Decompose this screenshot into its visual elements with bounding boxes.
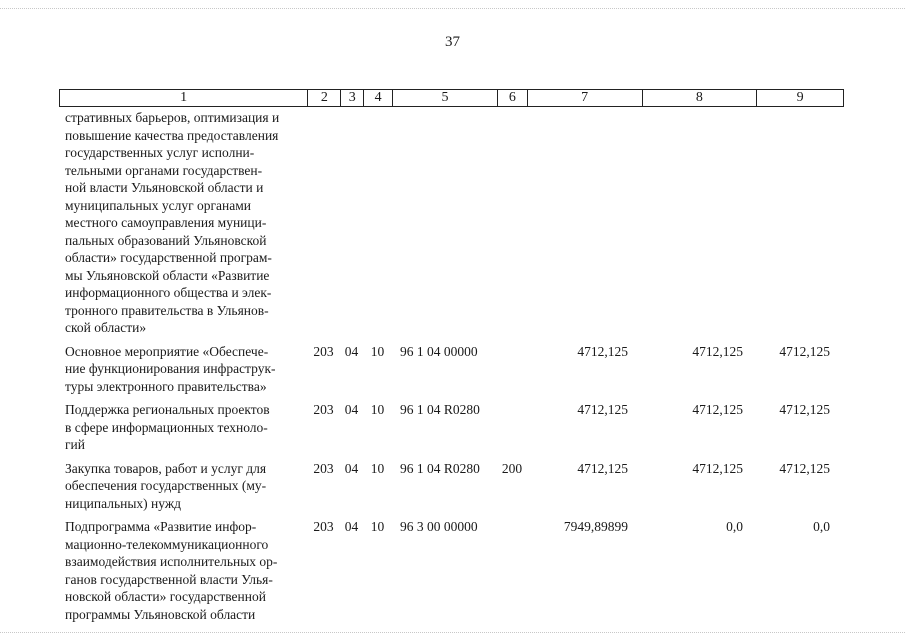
header-col-2: 2	[307, 90, 340, 106]
header-col-8: 8	[642, 90, 757, 106]
cell-col-5: 96 1 04 00000	[400, 343, 478, 359]
header-col-4: 4	[363, 90, 392, 106]
cell-col-3: 04	[344, 519, 359, 534]
description-line: Закупка товаров, работ и услуг для	[65, 460, 267, 476]
table-row	[59, 518, 844, 623]
header-col-5: 5	[392, 90, 497, 106]
row-description	[59, 401, 307, 454]
cell-col-7: 4712,125	[577, 343, 628, 359]
header-col-7: 7	[527, 90, 642, 106]
cell-col-7	[527, 109, 642, 337]
cell-col-8: 4712,125	[692, 460, 743, 476]
table-row	[59, 401, 844, 454]
cell-col-2: 203	[313, 519, 334, 534]
cell-col-6	[497, 401, 527, 454]
description-line: ганов государственной власти Улья-	[65, 571, 273, 587]
cell-col-6	[497, 518, 527, 623]
description-line: программы Ульяновской области	[65, 606, 256, 622]
cell-col-3: 04	[344, 343, 359, 359]
description-line: ние функционирования инфраструк-	[65, 361, 276, 376]
header-col-1: 1	[180, 90, 188, 105]
description-line: тронного правительства в Ульянов-	[65, 302, 269, 318]
cell-col-6: 200	[501, 460, 523, 476]
table-row	[59, 460, 844, 513]
description-line: информационного общества и элек-	[65, 285, 272, 300]
description-line: новской области» государственной	[65, 589, 266, 604]
header-col-6: 6	[497, 90, 527, 106]
cell-col-3: 04	[344, 402, 359, 417]
bottom-scan-artifact	[0, 632, 905, 634]
description-line: муниципальных услуг органами	[65, 197, 251, 213]
cell-col-8: 0,0	[726, 519, 743, 534]
cell-col-9: 4712,125	[779, 402, 830, 417]
description-line: ной власти Ульяновской области и	[65, 180, 264, 195]
row-description	[59, 460, 307, 513]
row-description	[59, 518, 307, 623]
description-line: тельными органами государствен-	[65, 162, 263, 178]
cell-col-2: 203	[313, 460, 334, 476]
description-line: ской области»	[65, 320, 147, 335]
description-line: в сфере информационных техноло-	[65, 419, 268, 435]
cell-col-4: 10	[370, 519, 385, 534]
row-description	[59, 109, 307, 337]
description-line: ниципальных) нужд	[65, 495, 182, 511]
cell-col-2	[307, 109, 340, 337]
description-line: государственных услуг исполни-	[65, 145, 255, 160]
description-line: мы Ульяновской области «Развитие	[65, 267, 270, 283]
description-line: местного самоуправления муници-	[65, 215, 267, 230]
cell-col-7: 7949,89899	[563, 519, 628, 534]
header-col-9: 9	[756, 90, 843, 106]
page-number: 37	[445, 34, 460, 50]
cell-col-9: 0,0	[813, 519, 830, 534]
cell-col-9: 4712,125	[779, 343, 830, 359]
cell-col-6	[497, 109, 527, 337]
cell-col-4	[363, 109, 392, 337]
cell-col-2: 203	[313, 343, 334, 359]
description-line: взаимодействия исполнительных ор-	[65, 554, 278, 569]
table-row	[59, 343, 844, 396]
cell-col-8: 4712,125	[692, 343, 743, 359]
cell-col-7: 4712,125	[577, 402, 628, 417]
cell-col-4: 10	[370, 343, 385, 359]
row-description	[59, 343, 307, 396]
cell-col-5: 96 1 04 R0280	[400, 460, 480, 476]
description-line: гий	[65, 437, 85, 452]
description-line: Подпрограмма «Развитие инфор-	[65, 519, 257, 534]
cell-col-7: 4712,125	[577, 460, 628, 476]
cell-col-5: 96 1 04 R0280	[400, 402, 480, 417]
cell-col-6	[497, 343, 527, 396]
description-line: Основное мероприятие «Обеспече-	[65, 343, 269, 359]
cell-col-5: 96 3 00 00000	[400, 519, 478, 534]
cell-col-9: 4712,125	[779, 460, 830, 476]
description-line: повышение качества предоставления	[65, 127, 279, 143]
description-line: мационно-телекоммуникационного	[65, 536, 269, 552]
table-body	[59, 109, 844, 623]
header-col-3: 3	[340, 90, 363, 106]
cell-col-2: 203	[313, 402, 334, 417]
cell-col-4: 10	[370, 402, 385, 417]
cell-col-8: 4712,125	[692, 402, 743, 417]
top-scan-artifact	[0, 8, 905, 10]
cell-col-5	[392, 109, 497, 337]
budget-table	[59, 89, 844, 623]
table-header-row	[59, 89, 844, 107]
description-line: обеспечения государственных (му-	[65, 478, 267, 493]
cell-col-9	[757, 109, 844, 337]
description-line: стративных барьеров, оптимизация и	[65, 110, 280, 125]
description-line: пальных образований Ульяновской	[65, 232, 267, 248]
description-line: области» государственной програм-	[65, 250, 272, 265]
description-line: туры электронного правительства»	[65, 378, 267, 394]
table-row	[59, 109, 844, 337]
cell-col-3: 04	[344, 460, 359, 476]
description-line: Поддержка региональных проектов	[65, 402, 270, 417]
cell-col-3	[340, 109, 363, 337]
cell-col-8	[642, 109, 757, 337]
cell-col-4: 10	[370, 460, 385, 476]
